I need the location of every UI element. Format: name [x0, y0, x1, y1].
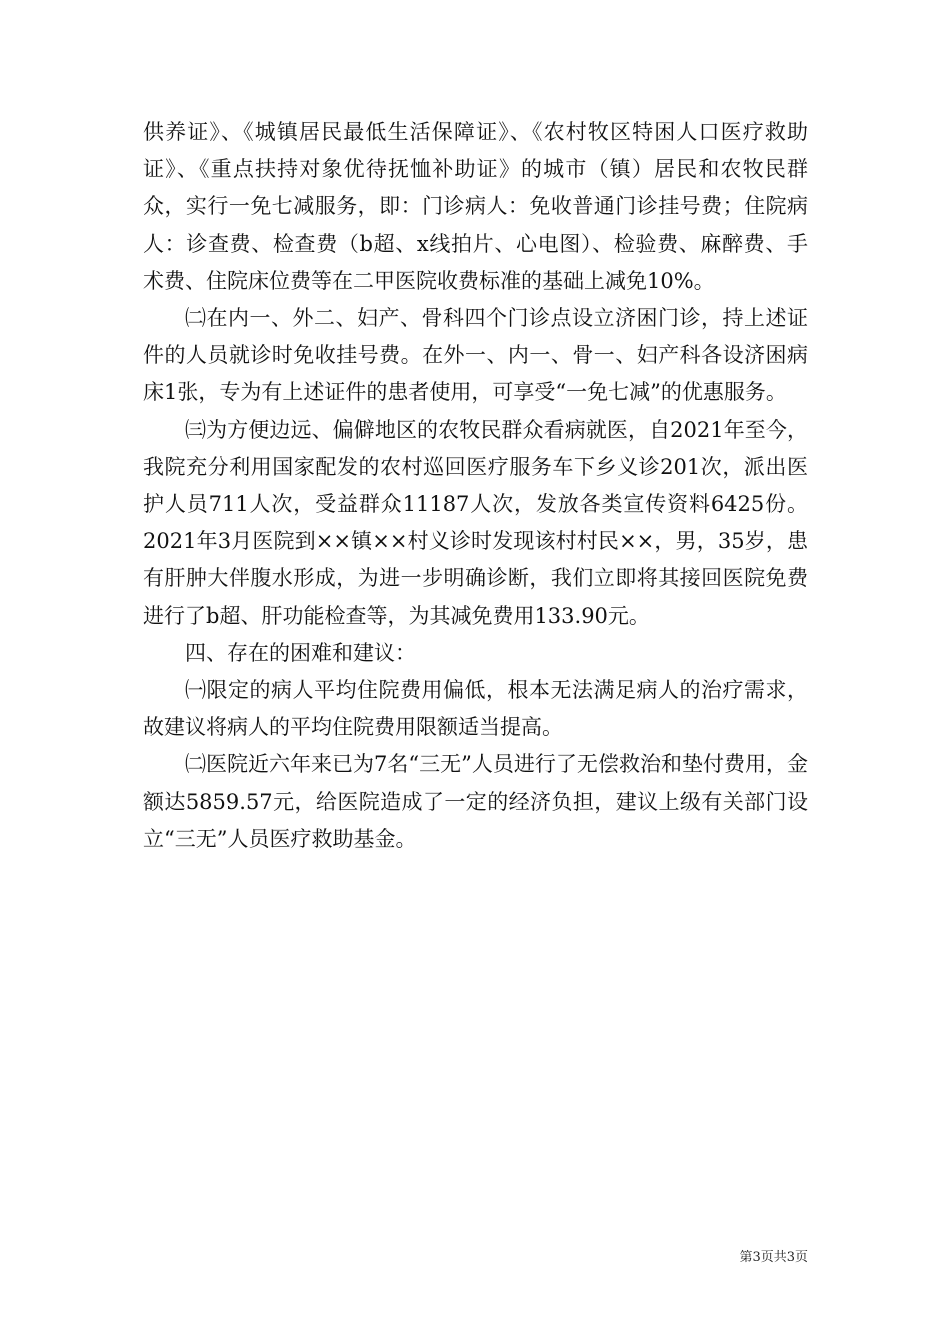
page-number-footer: 第3页共3页	[739, 1250, 808, 1265]
paragraph-suggestion-2: ㈡医院近六年来已为7名“三无”人员进行了无偿救治和垫付费用，金额达5859.57元，给医院造成了一定的经济负担，建议上级有关部门设立“三无”人员医疗救助基金。	[143, 752, 808, 851]
section-heading-difficulties: 四、存在的困难和建议：	[185, 640, 416, 665]
document-body	[143, 114, 808, 858]
paragraph-item-2: ㈡在内一、外二、妇产、骨科四个门诊点设立济困门诊，持上述证件的人员就诊时免收挂号费。在外一、内一、骨一、妇产科各设济困病床1张，专为有上述证件的患者使用，可享受“一免七减”的优惠服务。	[143, 306, 808, 405]
paragraph-suggestion-1: ㈠限定的病人平均住院费用偏低，根本无法满足病人的治疗需求，故建议将病人的平均住院费用限额适当提高。	[143, 678, 808, 740]
paragraph-item-3: ㈢为方便边远、偏僻地区的农牧民群众看病就医，自2021年至今，我院充分利用国家配发的农村巡回医疗服务车下乡义诊201次，派出医护人员711人次，受益群众11187人次，发放各类宣传资料6425份。2021年3月医院到××镇××村义诊时发现该村村民××，男，35岁，患有肝肿大伴腹水形成，为进一步明确诊断，我们立即将其接回医院免费进行了b超、肝功能检查等，为其减免费用133.90元。	[143, 417, 808, 628]
paragraph-continuation: 供养证》、《城镇居民最低生活保障证》、《农村牧区特困人口医疗救助证》、《重点扶持对象优待抚恤补助证》的城市（镇）居民和农牧民群众，实行一免七减服务，即：门诊病人：免收普通门诊挂号费；住院病人：诊查费、检查费（b超、x线拍片、心电图）、检验费、麻醉费、手术费、住院床位费等在二甲医院收费标准的基础上减免10%。	[143, 120, 808, 293]
